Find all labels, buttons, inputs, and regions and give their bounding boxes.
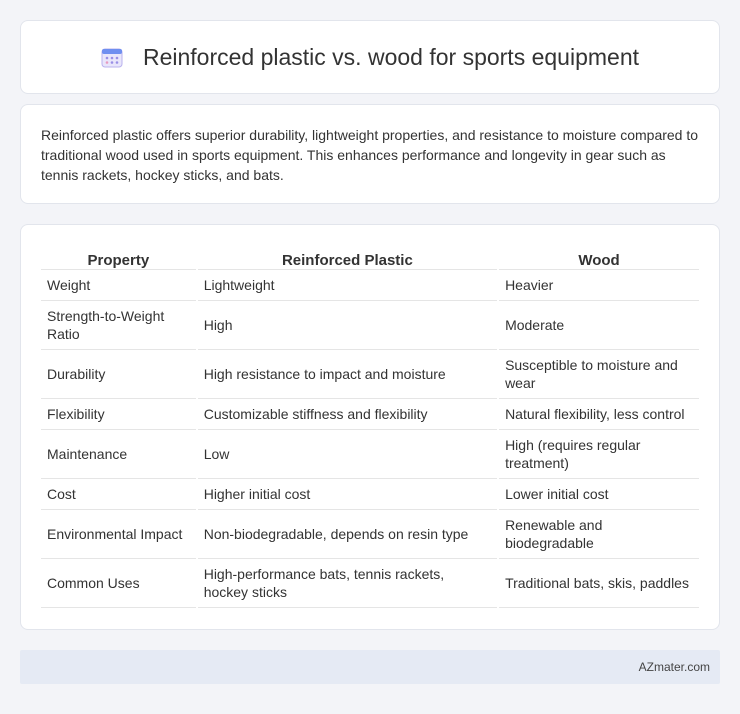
header-wood: Wood (498, 245, 699, 269)
table-cell: High (requires regular treatment) (498, 429, 699, 478)
summary-card (20, 104, 720, 204)
table-cell: Susceptible to moisture and wear (498, 349, 699, 398)
table-cell: Strength-to-Weight Ratio (41, 300, 197, 349)
table-cell: High (197, 300, 498, 349)
table-cell: Moderate (498, 300, 699, 349)
table-cell: Cost (41, 478, 197, 509)
footer-site-link[interactable]: AZmater.com (638, 660, 710, 674)
header-reinforced-plastic: Reinforced Plastic (197, 245, 498, 269)
header-property: Property (41, 245, 197, 269)
calendar-icon (101, 46, 123, 68)
table-cell: Lower initial cost (498, 478, 699, 509)
table-cell: Natural flexibility, less control (498, 398, 699, 429)
table-row (41, 349, 699, 398)
table-cell: Customizable stiffness and flexibility (197, 398, 498, 429)
table-cell: Flexibility (41, 398, 197, 429)
table-cell: Lightweight (197, 269, 498, 300)
table-cell: Low (197, 429, 498, 478)
footer (20, 650, 720, 684)
table-cell: Maintenance (41, 429, 197, 478)
table-cell: Renewable and biodegradable (498, 509, 699, 558)
comparison-card (20, 224, 720, 630)
table-cell: Weight (41, 269, 197, 300)
comparison-table (41, 245, 699, 608)
table-header-row (41, 245, 699, 269)
table-cell: Traditional bats, skis, paddles (498, 558, 699, 607)
table-row (41, 429, 699, 478)
table-cell: Environmental Impact (41, 509, 197, 558)
page-title: Reinforced plastic vs. wood for sports equipment (142, 43, 640, 70)
summary-text: Reinforced plastic offers superior durability, lightweight properties, and resistance to moisture compared to traditional wood used in sports equipment. This enhances performance and longevity in gear such as tennis rackets, hockey sticks, and bats. (41, 127, 699, 183)
table-row (41, 478, 699, 509)
table-row (41, 398, 699, 429)
table-cell: Higher initial cost (197, 478, 498, 509)
table-row (41, 269, 699, 300)
table-cell: Non-biodegradable, depends on resin type (197, 509, 498, 558)
table-cell: High-performance bats, tennis rackets, hockey sticks (197, 558, 498, 607)
table-cell: High resistance to impact and moisture (197, 349, 498, 398)
table-row (41, 300, 699, 349)
table-cell: Heavier (498, 269, 699, 300)
table-cell: Common Uses (41, 558, 197, 607)
table-row (41, 558, 699, 607)
title-card (20, 20, 720, 94)
table-cell: Durability (41, 349, 197, 398)
table-row (41, 509, 699, 558)
